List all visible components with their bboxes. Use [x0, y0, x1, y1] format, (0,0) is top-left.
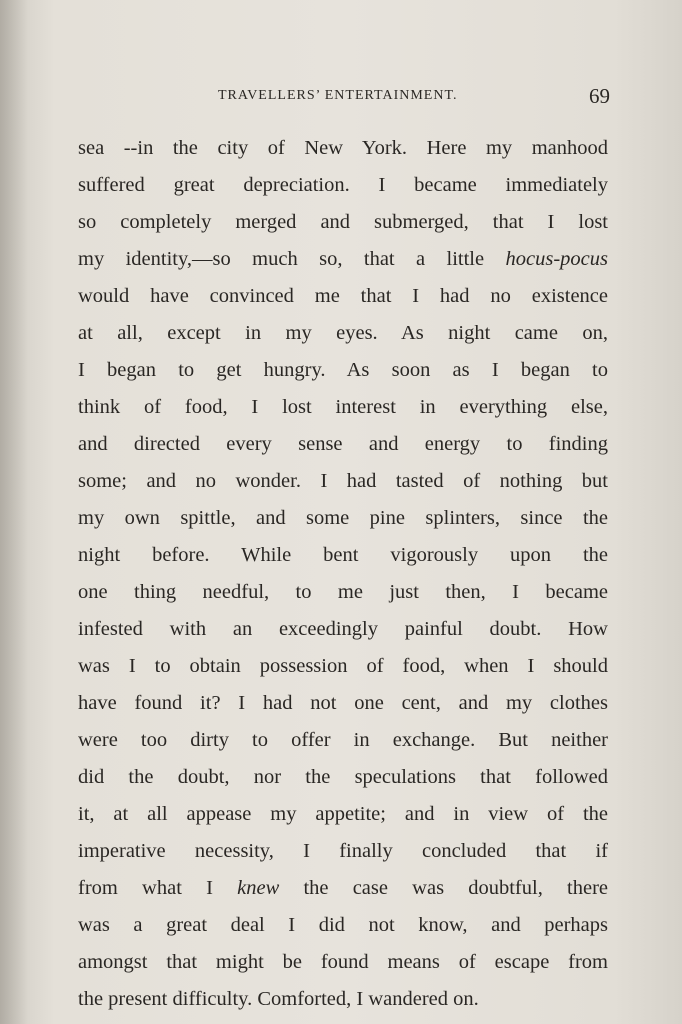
- italic-word: knew: [237, 877, 280, 899]
- gutter-shadow: [0, 0, 28, 1024]
- body-text: [78, 130, 608, 1018]
- text-line: I began to get hungry. As soon as I began to: [78, 359, 608, 381]
- text-line: think of food, I lost interest in everything else,: [78, 396, 608, 418]
- text-line: so completely merged and submerged, that I lost: [78, 211, 608, 233]
- text-line: was I to obtain possession of food, when I should: [78, 655, 608, 677]
- text-line: it, at all appease my appetite; and in view of the: [78, 803, 608, 825]
- text-line: at all, except in my eyes. As night came on,: [78, 322, 608, 344]
- text-line: was a great deal I did not know, and perhaps: [78, 914, 608, 936]
- text-line: did the doubt, nor the speculations that followed: [78, 766, 608, 788]
- text-line: my identity,—so much so, that a little hocus-pocus: [78, 248, 608, 270]
- text-line: the present difficulty. Comforted, I wandered on.: [78, 988, 479, 1010]
- text-line: one thing needful, to me just then, I became: [78, 581, 608, 603]
- italic-phrase: hocus-pocus: [505, 248, 608, 270]
- text-line: infested with an exceedingly painful doubt. How: [78, 618, 608, 640]
- running-head: TRAVELLERS’ ENTERTAINMENT.: [218, 88, 458, 103]
- text-line: imperative necessity, I finally concluded that if: [78, 840, 608, 862]
- text-line: suffered great depreciation. I became immediately: [78, 174, 608, 196]
- text-line: my own spittle, and some pine splinters, since the: [78, 507, 608, 529]
- text-line: night before. While bent vigorously upon the: [78, 544, 608, 566]
- text-line: have found it? I had not one cent, and my clothes: [78, 692, 608, 714]
- page-header: [218, 84, 610, 110]
- text-line: some; and no wonder. I had tasted of nothing but: [78, 470, 608, 492]
- text-line: would have convinced me that I had no existence: [78, 285, 608, 307]
- text-line: and directed every sense and energy to finding: [78, 433, 608, 455]
- text-line: from what I knew the case was doubtful, there: [78, 877, 608, 899]
- text-line: sea --in the city of New York. Here my manhood: [78, 137, 608, 159]
- text-line: were too dirty to offer in exchange. But neither: [78, 729, 608, 751]
- text-line: amongst that might be found means of escape from: [78, 951, 608, 973]
- page-number: 69: [589, 84, 610, 108]
